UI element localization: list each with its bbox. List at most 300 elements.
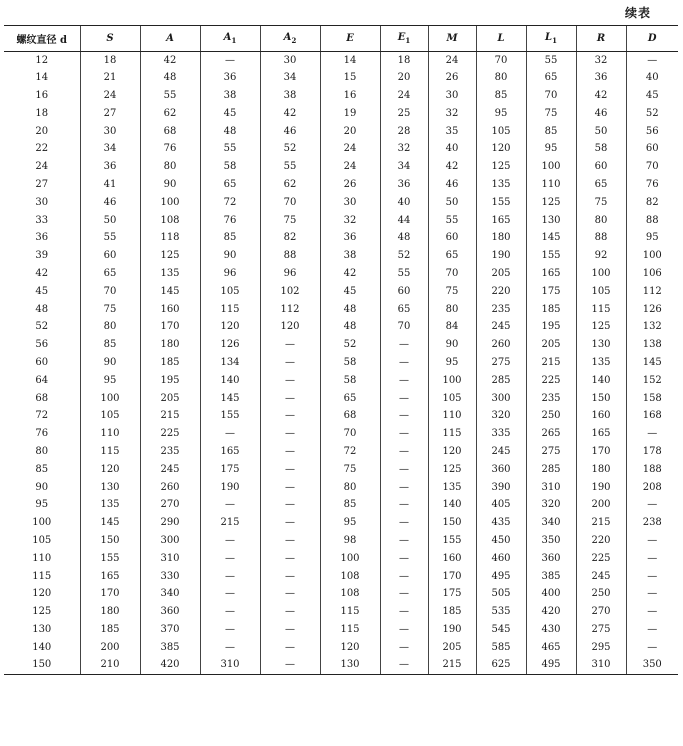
table-cell: 70: [80, 283, 140, 301]
table-cell: 95: [80, 372, 140, 390]
table-cell: 38: [260, 87, 320, 105]
column-header-label: E: [397, 32, 406, 43]
table-cell: 120: [200, 318, 260, 336]
table-row: [4, 69, 678, 87]
table-cell: 56: [35, 339, 49, 351]
table-cell: 105: [428, 390, 476, 408]
table-cell: 100: [32, 517, 52, 529]
table-cell: 125: [32, 606, 52, 618]
table-cell: 50: [576, 123, 626, 141]
table-cell: 20: [320, 123, 380, 141]
table-cell: 105: [200, 283, 260, 301]
table-cell: 205: [526, 336, 576, 354]
table-cell: 95: [626, 229, 678, 247]
table-cell: 62: [140, 105, 200, 123]
table-cell: 24: [320, 140, 380, 158]
table-cell: 40: [626, 69, 678, 87]
table-row: [4, 105, 678, 123]
table-row: [4, 123, 678, 141]
table-row: [4, 603, 678, 621]
table-cell: 160: [140, 301, 200, 319]
table-cell: 165: [200, 443, 260, 461]
table-cell: 350: [626, 657, 678, 675]
table-cell: 150: [4, 657, 80, 675]
table-cell: 270: [576, 603, 626, 621]
table-cell: 215: [576, 514, 626, 532]
table-cell: 138: [626, 336, 678, 354]
table-cell: 108: [140, 212, 200, 230]
table-cell: 24: [80, 87, 140, 105]
thread-dimension-table: [4, 25, 678, 675]
table-cell: —: [626, 52, 678, 70]
table-cell: 40: [428, 140, 476, 158]
table-cell: 310: [526, 479, 576, 497]
table-cell: 22: [35, 143, 49, 155]
table-cell: 24: [428, 52, 476, 70]
table-cell: 275: [576, 621, 626, 639]
table-cell: 65: [200, 176, 260, 194]
table-cell: 95: [526, 140, 576, 158]
table-cell: —: [260, 550, 320, 568]
table-cell: 26: [428, 69, 476, 87]
table-cell: —: [260, 621, 320, 639]
table-cell: 130: [32, 623, 52, 635]
table-cell: 25: [380, 105, 428, 123]
table-cell: 110: [80, 425, 140, 443]
table-cell: 320: [526, 496, 576, 514]
table-cell: 245: [476, 318, 526, 336]
table-cell: 145: [626, 354, 678, 372]
table-cell: 235: [526, 390, 576, 408]
table-cell: 52: [626, 105, 678, 123]
table-cell: 100: [526, 158, 576, 176]
table-row: [4, 176, 678, 194]
table-cell: 42: [428, 158, 476, 176]
table-cell: 38: [320, 247, 380, 265]
table-cell: 190: [476, 247, 526, 265]
table-cell: 26: [320, 176, 380, 194]
table-cell: 85: [35, 463, 49, 475]
table-cell: 16: [35, 89, 49, 101]
table-row: [4, 496, 678, 514]
table-cell: 75: [576, 194, 626, 212]
table-header-row: [4, 26, 678, 52]
table-cell: 435: [476, 514, 526, 532]
table-cell: 70: [428, 265, 476, 283]
table-cell: 64: [35, 374, 49, 386]
table-cell: 95: [320, 514, 380, 532]
table-cell: 215: [200, 514, 260, 532]
column-header: [320, 26, 380, 52]
table-cell: 105: [576, 283, 626, 301]
table-cell: 115: [428, 425, 476, 443]
table-cell: 45: [626, 87, 678, 105]
table-cell: 75: [320, 461, 380, 479]
table-cell: 200: [576, 496, 626, 514]
table-cell: 20: [35, 125, 49, 137]
table-cell: 110: [428, 407, 476, 425]
table-cell: 45: [320, 283, 380, 301]
table-cell: 115: [320, 603, 380, 621]
table-cell: 495: [526, 657, 576, 675]
table-cell: 310: [200, 657, 260, 675]
table-row: [4, 212, 678, 230]
table-cell: 70: [626, 158, 678, 176]
table-cell: 185: [526, 301, 576, 319]
table-cell: 190: [428, 621, 476, 639]
table-cell: 70: [260, 194, 320, 212]
table-cell: 30: [80, 123, 140, 141]
table-cell: 125: [140, 247, 200, 265]
table-cell: 14: [320, 52, 380, 70]
table-cell: 72: [35, 410, 49, 422]
table-cell: 55: [80, 229, 140, 247]
table-cell: 46: [80, 194, 140, 212]
table-cell: 84: [428, 318, 476, 336]
table-cell: 65: [526, 69, 576, 87]
table-cell: 105: [32, 534, 52, 546]
table-cell: 55: [200, 140, 260, 158]
table-cell: 65: [428, 247, 476, 265]
table-cell: 42: [320, 265, 380, 283]
table-cell: 32: [380, 140, 428, 158]
table-cell: 220: [476, 283, 526, 301]
column-header-label: D: [647, 33, 657, 44]
table-cell: —: [200, 603, 260, 621]
table-cell: 370: [140, 621, 200, 639]
table-cell: 180: [140, 336, 200, 354]
table-cell: 335: [476, 425, 526, 443]
table-cell: —: [380, 407, 428, 425]
table-cell: 125: [526, 194, 576, 212]
table-cell: 145: [526, 229, 576, 247]
table-cell: 125: [428, 461, 476, 479]
column-header: [526, 26, 576, 52]
table-cell: 208: [626, 479, 678, 497]
table-cell: 80: [576, 212, 626, 230]
table-cell: 55: [140, 87, 200, 105]
table-cell: —: [200, 52, 260, 70]
table-cell: 225: [526, 372, 576, 390]
table-cell: 350: [526, 532, 576, 550]
table-cell: 48: [140, 69, 200, 87]
table-cell: 95: [428, 354, 476, 372]
table-cell: 18: [35, 107, 49, 119]
column-header-subscript: 1: [231, 36, 237, 45]
table-row: [4, 318, 678, 336]
table-cell: 41: [80, 176, 140, 194]
table-cell: 65: [380, 301, 428, 319]
table-cell: 70: [380, 318, 428, 336]
table-cell: —: [200, 639, 260, 657]
table-cell: 46: [576, 105, 626, 123]
table-row: [4, 229, 678, 247]
table-cell: 108: [320, 568, 380, 586]
table-cell: 90: [80, 354, 140, 372]
table-cell: 60: [35, 356, 49, 368]
column-header-label: M: [446, 33, 458, 44]
table-cell: 158: [626, 390, 678, 408]
table-cell: —: [380, 425, 428, 443]
table-cell: —: [626, 532, 678, 550]
table-cell: 625: [476, 657, 526, 675]
table-cell: 145: [200, 390, 260, 408]
table-cell: —: [260, 568, 320, 586]
table-cell: 145: [80, 514, 140, 532]
table-cell: —: [260, 532, 320, 550]
table-cell: 34: [260, 69, 320, 87]
table-cell: 18: [380, 52, 428, 70]
table-cell: 75: [80, 301, 140, 319]
table-cell: 112: [260, 301, 320, 319]
column-header-label: L: [545, 32, 553, 43]
table-cell: 44: [380, 212, 428, 230]
table-cell: 295: [576, 639, 626, 657]
table-cell: 58: [576, 140, 626, 158]
table-cell: 92: [576, 247, 626, 265]
column-header-label: L: [497, 33, 505, 44]
table-cell: 100: [320, 550, 380, 568]
table-cell: 535: [476, 603, 526, 621]
column-header-label: S: [106, 33, 114, 44]
table-cell: 290: [140, 514, 200, 532]
table-cell: 20: [380, 69, 428, 87]
table-cell: —: [260, 407, 320, 425]
table-row: [4, 407, 678, 425]
table-cell: 110: [32, 552, 52, 564]
table-cell: 150: [80, 532, 140, 550]
table-cell: 80: [35, 445, 49, 457]
table-cell: 95: [35, 499, 49, 511]
table-cell: 155: [428, 532, 476, 550]
table-cell: 460: [476, 550, 526, 568]
table-cell: 76: [35, 428, 49, 440]
table-cell: 90: [428, 336, 476, 354]
table-cell: 36: [576, 69, 626, 87]
table-cell: 98: [320, 532, 380, 550]
table-cell: 115: [80, 443, 140, 461]
table-cell: 30: [428, 87, 476, 105]
table-cell: 80: [428, 301, 476, 319]
table-cell: 100: [576, 265, 626, 283]
table-row: [4, 301, 678, 319]
table-row: [4, 372, 678, 390]
table-row: [4, 336, 678, 354]
table-cell: —: [260, 372, 320, 390]
table-cell: 100: [80, 390, 140, 408]
table-row: [4, 425, 678, 443]
table-cell: 285: [476, 372, 526, 390]
table-cell: 105: [80, 407, 140, 425]
table-cell: 160: [576, 407, 626, 425]
table-cell: 16: [320, 87, 380, 105]
table-cell: 120: [320, 639, 380, 657]
table-cell: 235: [140, 443, 200, 461]
table-cell: 390: [476, 479, 526, 497]
table-cell: 160: [428, 550, 476, 568]
table-cell: 70: [320, 425, 380, 443]
table-cell: 85: [476, 87, 526, 105]
table-cell: 55: [428, 212, 476, 230]
column-header: [576, 26, 626, 52]
table-cell: 36: [35, 232, 49, 244]
table-cell: 168: [626, 407, 678, 425]
table-cell: —: [380, 621, 428, 639]
table-cell: 115: [320, 621, 380, 639]
table-cell: —: [380, 372, 428, 390]
table-cell: —: [380, 603, 428, 621]
table-cell: 72: [320, 443, 380, 461]
table-cell: 360: [476, 461, 526, 479]
table-cell: 275: [526, 443, 576, 461]
table-cell: 185: [428, 603, 476, 621]
table-row: [4, 532, 678, 550]
table-cell: 46: [428, 176, 476, 194]
table-cell: 96: [260, 265, 320, 283]
table-cell: 112: [626, 283, 678, 301]
table-cell: 300: [140, 532, 200, 550]
table-cell: 170: [428, 568, 476, 586]
table-cell: 155: [476, 194, 526, 212]
table-cell: 135: [80, 496, 140, 514]
table-cell: 140: [32, 641, 52, 653]
column-header-label: A: [166, 33, 174, 44]
table-cell: —: [380, 585, 428, 603]
table-cell: 90: [200, 247, 260, 265]
table-cell: 185: [80, 621, 140, 639]
table-cell: —: [626, 621, 678, 639]
table-cell: 235: [476, 301, 526, 319]
column-header-label: E: [346, 33, 354, 44]
table-cell: 52: [35, 321, 49, 333]
table-cell: 165: [576, 425, 626, 443]
table-cell: 125: [476, 158, 526, 176]
table-cell: —: [380, 657, 428, 675]
table-cell: 152: [626, 372, 678, 390]
table-cell: 40: [380, 194, 428, 212]
table-cell: 245: [576, 568, 626, 586]
table-cell: —: [200, 568, 260, 586]
table-cell: 170: [80, 585, 140, 603]
table-cell: 58: [200, 158, 260, 176]
table-cell: —: [380, 550, 428, 568]
table-cell: 210: [80, 657, 140, 675]
table-cell: 270: [140, 496, 200, 514]
table-row: [4, 140, 678, 158]
table-cell: 165: [526, 265, 576, 283]
table-row: [4, 514, 678, 532]
table-cell: —: [626, 585, 678, 603]
table-cell: 340: [526, 514, 576, 532]
table-row: [4, 568, 678, 586]
column-header: [626, 26, 678, 52]
table-cell: 65: [320, 390, 380, 408]
table-cell: 48: [200, 123, 260, 141]
table-cell: 385: [526, 568, 576, 586]
table-cell: —: [200, 532, 260, 550]
table-cell: —: [200, 621, 260, 639]
table-cell: 32: [320, 212, 380, 230]
table-cell: 225: [576, 550, 626, 568]
table-cell: 100: [140, 194, 200, 212]
table-cell: —: [380, 461, 428, 479]
table-cell: 450: [476, 532, 526, 550]
table-cell: 260: [140, 479, 200, 497]
table-cell: 85: [526, 123, 576, 141]
table-row: [4, 87, 678, 105]
table-cell: —: [626, 603, 678, 621]
table-cell: —: [260, 585, 320, 603]
table-cell: 145: [140, 283, 200, 301]
table-cell: 36: [80, 158, 140, 176]
table-cell: 120: [476, 140, 526, 158]
table-cell: —: [626, 639, 678, 657]
table-cell: 76: [626, 176, 678, 194]
table-row: [4, 247, 678, 265]
table-cell: 30: [320, 194, 380, 212]
table-cell: 80: [320, 479, 380, 497]
table-cell: —: [380, 336, 428, 354]
table-cell: 88: [576, 229, 626, 247]
table-cell: 76: [200, 212, 260, 230]
table-cell: —: [260, 443, 320, 461]
table-cell: 24: [35, 161, 49, 173]
column-header: [80, 26, 140, 52]
table-row: [4, 265, 678, 283]
column-header-label: R: [596, 33, 606, 44]
column-header-label: A: [223, 32, 232, 43]
table-cell: 400: [526, 585, 576, 603]
table-cell: 175: [200, 461, 260, 479]
table-cell: 21: [80, 69, 140, 87]
table-cell: —: [380, 568, 428, 586]
table-cell: 62: [260, 176, 320, 194]
column-header-subscript: 1: [552, 36, 557, 45]
table-cell: 58: [320, 354, 380, 372]
table-cell: 32: [576, 52, 626, 70]
table-cell: 135: [428, 479, 476, 497]
table-cell: 80: [140, 158, 200, 176]
table-cell: 48: [380, 229, 428, 247]
column-header-label: 螺纹直径 d: [16, 35, 67, 46]
table-cell: 18: [80, 52, 140, 70]
table-cell: 170: [576, 443, 626, 461]
table-cell: 80: [80, 318, 140, 336]
table-row: [4, 354, 678, 372]
table-cell: 75: [260, 212, 320, 230]
table-cell: 180: [80, 603, 140, 621]
table-cell: —: [380, 639, 428, 657]
table-row: [4, 461, 678, 479]
table-cell: 105: [476, 123, 526, 141]
table-cell: 360: [140, 603, 200, 621]
table-cell: 55: [260, 158, 320, 176]
table-cell: 27: [80, 105, 140, 123]
table-cell: 115: [576, 301, 626, 319]
table-cell: 330: [140, 568, 200, 586]
table-cell: —: [260, 425, 320, 443]
table-cell: 46: [260, 123, 320, 141]
table-cell: 430: [526, 621, 576, 639]
table-cell: —: [200, 496, 260, 514]
table-cell: 420: [140, 657, 200, 675]
table-cell: 34: [380, 158, 428, 176]
table-cell: 28: [380, 123, 428, 141]
column-header: [200, 26, 260, 52]
table-cell: 175: [428, 585, 476, 603]
table-cell: 42: [140, 52, 200, 70]
table-cell: 200: [80, 639, 140, 657]
